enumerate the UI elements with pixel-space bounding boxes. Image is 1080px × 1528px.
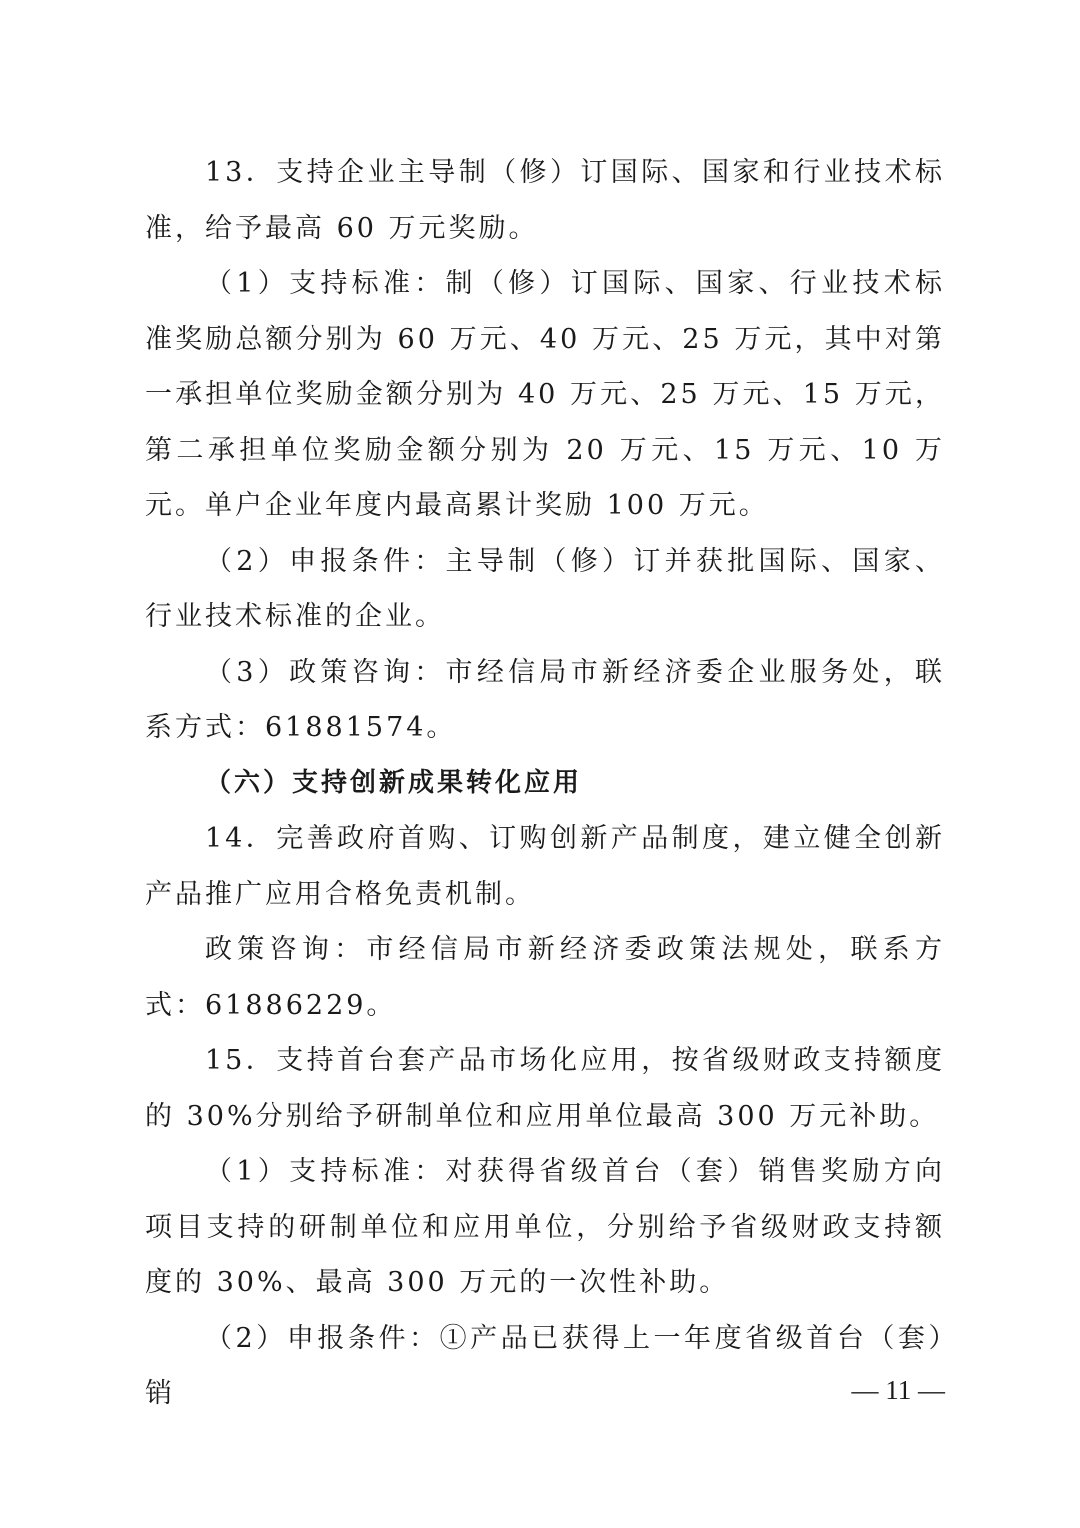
paragraph-application-conditions-2b: （2）申报条件：①产品已获得上一年度省级首台（套）销 [145, 1322, 945, 1409]
document-body [145, 145, 945, 1422]
page-number: — 11 — [851, 1375, 945, 1405]
paragraph-item-15: 15．支持首台套产品市场化应用，按省级财政支持额度的 30%分别给予研制单位和应用单位最高 300 万元补助。 [145, 1045, 945, 1132]
paragraph-support-standard-1: （1）支持标准：制（修）订国际、国家、行业技术标准奖励总额分别为 60 万元、40 万元、25 万元，其中对第一承担单位奖励金额分别为 40 万元、25 万元、15 万元，第二承担单位奖励金额分别为 20 万元、15 万元、10 万元。单户企业年度内最高累计奖励 100 万元。 [145, 268, 945, 521]
paragraph-application-conditions-2: （2）申报条件：主导制（修）订并获批国际、国家、行业技术标准的企业。 [145, 545, 945, 632]
paragraph-support-standard-1b: （1）支持标准：对获得省级首台（套）销售奖励方向项目支持的研制单位和应用单位，分别给予省级财政支持额度的 30%、最高 300 万元的一次性补助。 [145, 1156, 945, 1298]
paragraph-item-13: 13．支持企业主导制（修）订国际、国家和行业技术标准，给予最高 60 万元奖励。 [145, 157, 945, 244]
paragraph-item-14: 14．完善政府首购、订购创新产品制度，建立健全创新产品推广应用合格免责机制。 [145, 823, 945, 910]
paragraph-policy-consultation: 政策咨询：市经信局市新经济委政策法规处，联系方式：61886229。 [145, 934, 945, 1021]
paragraph-policy-consultation-3: （3）政策咨询：市经信局市新经济委企业服务处，联系方式：61881574。 [145, 656, 945, 743]
section-heading-6: （六）支持创新成果转化应用 [205, 767, 583, 798]
